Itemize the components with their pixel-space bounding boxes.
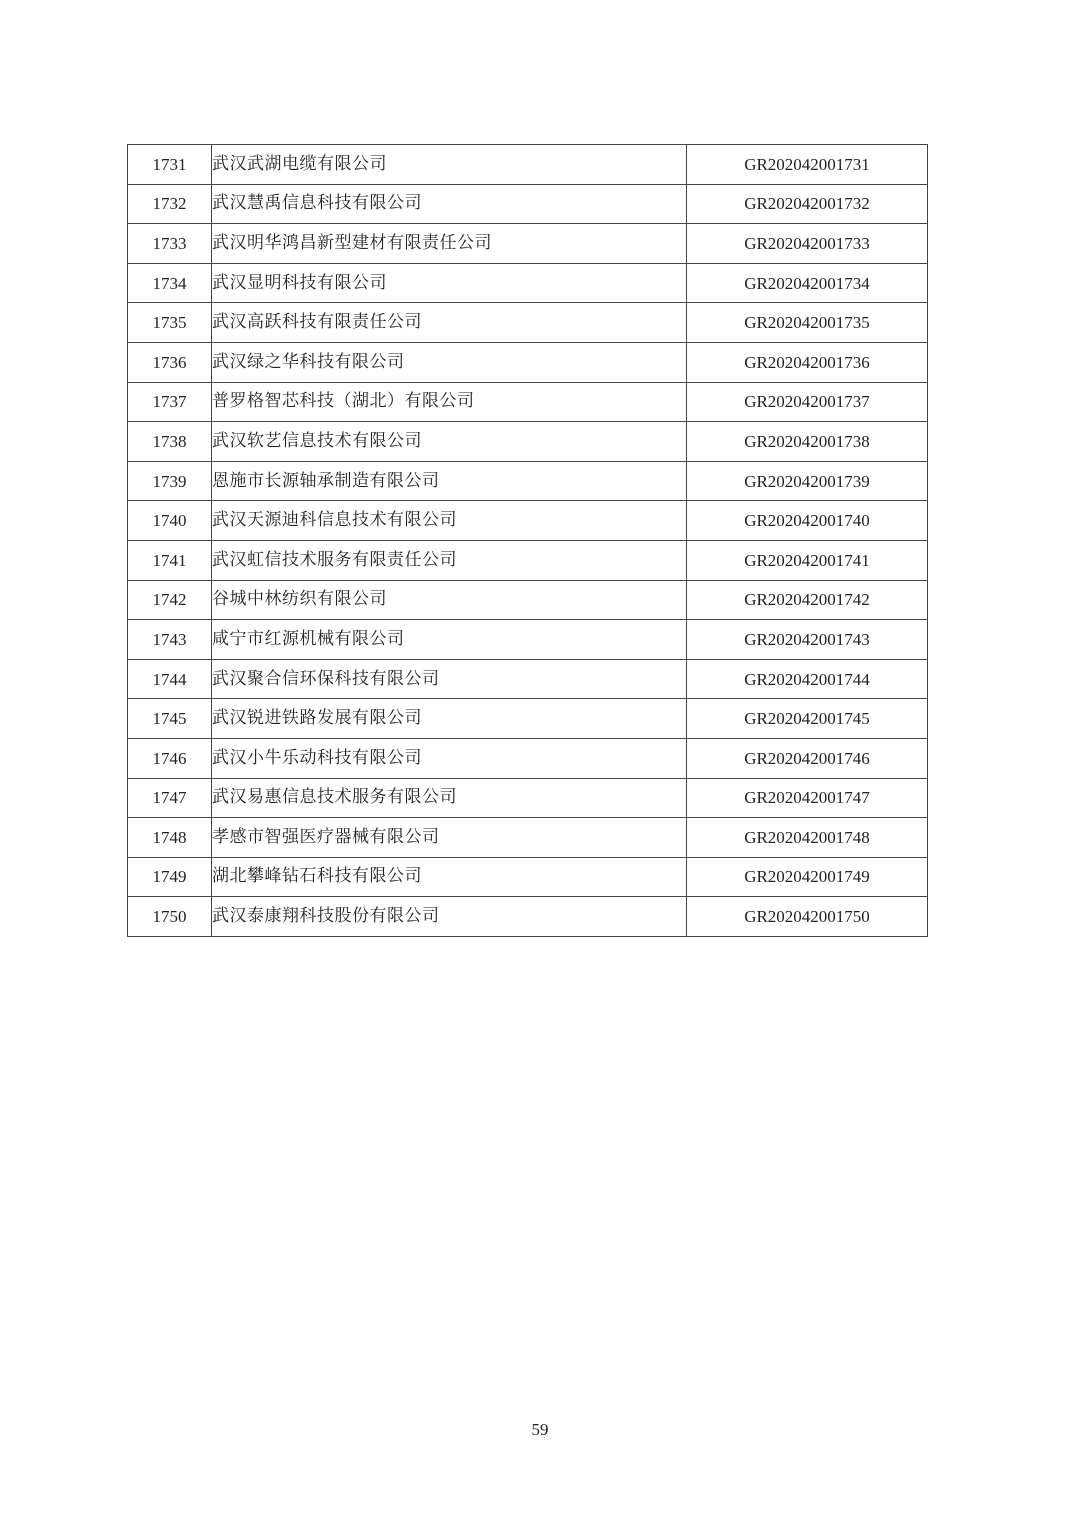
serial-number-cell: 1733 (128, 224, 212, 264)
table-row (128, 461, 928, 501)
certificate-code-cell: GR202042001731 (687, 145, 928, 185)
certificate-code-cell: GR202042001749 (687, 857, 928, 897)
serial-number-cell: 1735 (128, 303, 212, 343)
company-name-cell: 武汉泰康翔科技股份有限公司 (212, 897, 687, 937)
serial-number-cell: 1736 (128, 342, 212, 382)
company-table (127, 144, 928, 937)
company-name-cell: 武汉武湖电缆有限公司 (212, 145, 687, 185)
serial-number-cell: 1737 (128, 382, 212, 422)
table-row (128, 263, 928, 303)
table-row (128, 778, 928, 818)
table-row (128, 857, 928, 897)
table-row (128, 580, 928, 620)
certificate-code-cell: GR202042001742 (687, 580, 928, 620)
company-name-cell: 武汉天源迪科信息技术有限公司 (212, 501, 687, 541)
table-row (128, 184, 928, 224)
company-name-cell: 恩施市长源轴承制造有限公司 (212, 461, 687, 501)
company-name-cell: 武汉高跃科技有限责任公司 (212, 303, 687, 343)
certificate-code-cell: GR202042001746 (687, 738, 928, 778)
certificate-code-cell: GR202042001738 (687, 422, 928, 462)
company-name-cell: 武汉显明科技有限公司 (212, 263, 687, 303)
table-row (128, 342, 928, 382)
serial-number-cell: 1732 (128, 184, 212, 224)
table-row (128, 659, 928, 699)
serial-number-cell: 1747 (128, 778, 212, 818)
company-name-cell: 武汉明华鸿昌新型建材有限责任公司 (212, 224, 687, 264)
company-name-cell: 武汉聚合信环保科技有限公司 (212, 659, 687, 699)
serial-number-cell: 1740 (128, 501, 212, 541)
table-row (128, 224, 928, 264)
table-row (128, 540, 928, 580)
company-name-cell: 谷城中林纺织有限公司 (212, 580, 687, 620)
serial-number-cell: 1731 (128, 145, 212, 185)
company-name-cell: 湖北攀峰钻石科技有限公司 (212, 857, 687, 897)
certificate-code-cell: GR202042001748 (687, 818, 928, 858)
table-row (128, 382, 928, 422)
serial-number-cell: 1750 (128, 897, 212, 937)
company-name-cell: 武汉绿之华科技有限公司 (212, 342, 687, 382)
serial-number-cell: 1738 (128, 422, 212, 462)
company-name-cell: 普罗格智芯科技（湖北）有限公司 (212, 382, 687, 422)
certificate-code-cell: GR202042001740 (687, 501, 928, 541)
certificate-code-cell: GR202042001741 (687, 540, 928, 580)
certificate-code-cell: GR202042001743 (687, 620, 928, 660)
company-table-body (128, 145, 928, 937)
company-name-cell: 武汉易惠信息技术服务有限公司 (212, 778, 687, 818)
serial-number-cell: 1748 (128, 818, 212, 858)
company-name-cell: 武汉软艺信息技术有限公司 (212, 422, 687, 462)
table-row (128, 145, 928, 185)
certificate-code-cell: GR202042001750 (687, 897, 928, 937)
certificate-code-cell: GR202042001745 (687, 699, 928, 739)
serial-number-cell: 1743 (128, 620, 212, 660)
certificate-code-cell: GR202042001732 (687, 184, 928, 224)
certificate-code-cell: GR202042001733 (687, 224, 928, 264)
table-row (128, 699, 928, 739)
certificate-code-cell: GR202042001736 (687, 342, 928, 382)
serial-number-cell: 1739 (128, 461, 212, 501)
table-row (128, 897, 928, 937)
table-row (128, 738, 928, 778)
company-name-cell: 孝感市智强医疗器械有限公司 (212, 818, 687, 858)
table-row (128, 501, 928, 541)
certificate-code-cell: GR202042001739 (687, 461, 928, 501)
company-name-cell: 武汉小牛乐动科技有限公司 (212, 738, 687, 778)
company-name-cell: 咸宁市红源机械有限公司 (212, 620, 687, 660)
certificate-code-cell: GR202042001737 (687, 382, 928, 422)
serial-number-cell: 1741 (128, 540, 212, 580)
serial-number-cell: 1744 (128, 659, 212, 699)
certificate-code-cell: GR202042001735 (687, 303, 928, 343)
certificate-code-cell: GR202042001747 (687, 778, 928, 818)
serial-number-cell: 1745 (128, 699, 212, 739)
page-number: 59 (531, 1420, 549, 1439)
company-name-cell: 武汉虹信技术服务有限责任公司 (212, 540, 687, 580)
serial-number-cell: 1734 (128, 263, 212, 303)
serial-number-cell: 1749 (128, 857, 212, 897)
serial-number-cell: 1746 (128, 738, 212, 778)
table-row (128, 422, 928, 462)
certificate-code-cell: GR202042001734 (687, 263, 928, 303)
company-name-cell: 武汉锐进铁路发展有限公司 (212, 699, 687, 739)
company-name-cell: 武汉慧禹信息科技有限公司 (212, 184, 687, 224)
table-row (128, 303, 928, 343)
certificate-code-cell: GR202042001744 (687, 659, 928, 699)
table-row (128, 818, 928, 858)
serial-number-cell: 1742 (128, 580, 212, 620)
table-row (128, 620, 928, 660)
